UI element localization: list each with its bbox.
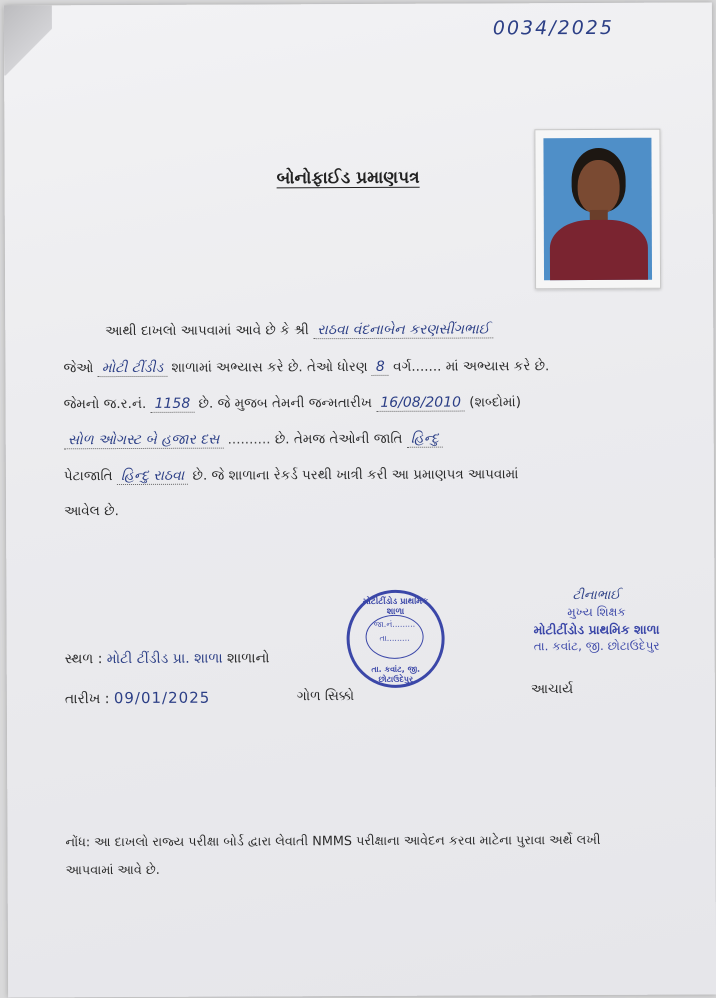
note-line-2: આપવામાં આવે છે. [65, 862, 160, 879]
student-photo-frame [534, 129, 661, 290]
seal-top-text: મોટીટીંડોડ પ્રાથમિક શાળા [362, 596, 429, 617]
register-number: 1158 [151, 396, 195, 413]
photo-clothing [550, 220, 648, 280]
serial-number: 0034/2025 [492, 16, 614, 40]
body-line-2 [63, 358, 549, 376]
signature-school: મોટીટીંડોડ પ્રાથમિક શાળા [533, 621, 660, 638]
place-label: સ્થળ : [64, 651, 103, 668]
place-line [65, 650, 270, 667]
place-value: મોટી ટીંડીડ પ્રા. શાળા [106, 650, 223, 668]
place-suffix: શાળાનો [226, 650, 270, 667]
folded-corner [4, 5, 52, 75]
line2-mid: શાળામાં અભ્યાસ કરે છે. તેઓ ધોરણ [171, 358, 368, 376]
photo-face [578, 160, 620, 214]
student-name: રાઠવા વંદનાબેન કરણસીંગભાઈ [313, 321, 493, 339]
body-line-4: સોળ ઓગસ્ટ બે હજાર દસ .......... છે. તેમજ તેઓની જાતિ હિન્દુ [64, 431, 443, 449]
line3-mid: છે. જે મુજબ તેમની જન્મતારીખ [198, 394, 373, 412]
line3-suffix: (શબ્દોમાં) [469, 394, 522, 411]
line2-suffix: વર્ગ....... માં અભ્યાસ કરે છે. [393, 358, 550, 375]
signature-role: મુખ્ય શિક્ષક [567, 604, 626, 620]
date-line [65, 689, 210, 708]
seal-inner-date: તા......... [379, 633, 410, 643]
line4-mid: છે. તેમજ તેઓની જાતિ [274, 430, 403, 448]
seal-label: ગોળ સિક્કો [296, 688, 355, 705]
certificate-paper [4, 2, 716, 997]
school-name: મોટી ટીંડીડ [98, 360, 168, 377]
note-line-1: નોંધ: આ દાખલો રાજ્ય પરીક્ષા બોર્ડ દ્વારા લેવાતી NMMS પરીક્ષાના આવેદન કરવા માટેના પુરાવા અર્થે લખી [65, 832, 601, 851]
signature-stamp [516, 587, 676, 656]
standard: 8 [372, 359, 389, 376]
caste: હિન્દુ [407, 431, 443, 448]
line5-prefix: પેટાજાતિ [63, 468, 113, 485]
body-line-1 [105, 321, 493, 339]
signature: ટીનાભાઈ [572, 587, 621, 604]
line2-prefix: જેઓ [63, 360, 94, 377]
date-label: તારીખ : [64, 691, 110, 708]
seal-bottom-text: તા. કવાંટ, જી. છોટાઉદેપુર [371, 664, 421, 684]
round-seal [346, 590, 444, 688]
line5-suffix: છે. જે શાળાના રેકર્ડ પરથી ખાત્રી કરી આ પ્રમાણપત્ર આપવામાં [192, 466, 519, 484]
date-value: 09/01/2025 [113, 688, 211, 708]
line3-prefix: જેમનો જ.ર.નં. [63, 395, 147, 413]
certificate-title: બોનોફાઈડ પ્રમાણપત્ર [276, 167, 420, 189]
birth-date: 16/08/2010 [376, 395, 465, 412]
sub-caste: હિન્દુ રાઠવા [117, 468, 188, 485]
student-photo [543, 138, 652, 280]
signature-address: તા. કવાંટ, જી. છોટાઉદેપુર [533, 638, 660, 654]
body-line-6: આવેલ છે. [64, 503, 119, 520]
line1-prefix: આથી દાખલો આપવામાં આવે છે કે શ્રી [105, 322, 309, 340]
principal-title: આચાર્ય [530, 681, 574, 698]
birth-date-words: સોળ ઓગસ્ટ બે હજાર દસ [64, 432, 224, 450]
body-line-3 [64, 394, 521, 412]
body-line-5 [64, 466, 519, 484]
seal-inner-no: જા.નં......... [373, 619, 416, 629]
seal-inner [366, 615, 424, 659]
